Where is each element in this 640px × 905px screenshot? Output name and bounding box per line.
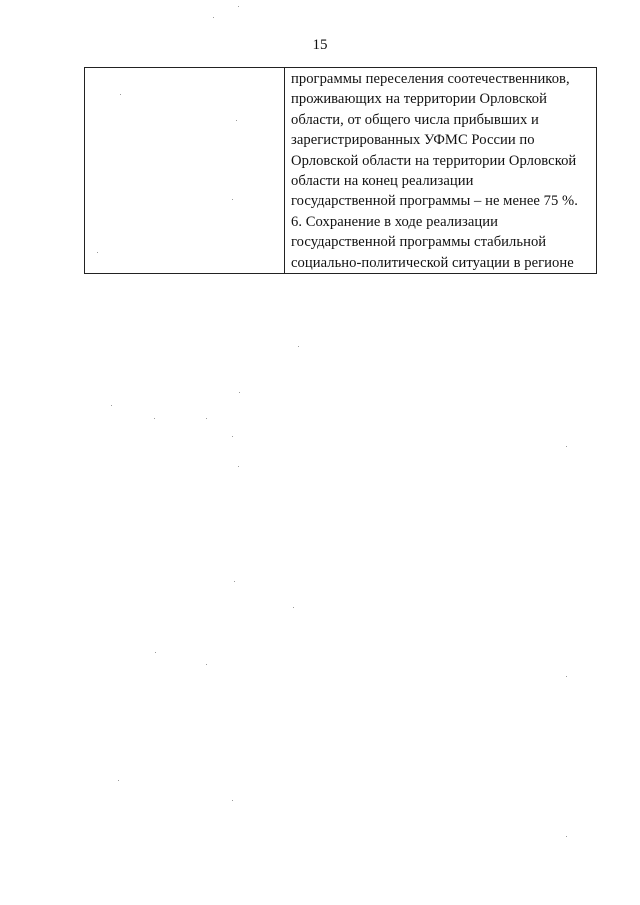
scan-speck: [236, 120, 237, 121]
table-cell-right: [285, 68, 597, 274]
table-text-line: области, от общего числа прибывших и: [291, 111, 539, 128]
scan-speck: [234, 581, 235, 582]
scan-speck: [155, 652, 156, 653]
scan-speck: [213, 17, 214, 18]
indicators-table: [84, 67, 597, 274]
table-text-line: зарегистрированных УФМС России по: [291, 132, 535, 149]
table-text-line: программы переселения соотечественников,: [291, 71, 570, 87]
scan-speck: [566, 676, 567, 677]
page-number: 15: [312, 37, 328, 53]
scan-speck: [232, 800, 233, 801]
scan-speck: [239, 392, 240, 393]
table-text-line: социально-политической ситуации в регионе: [291, 254, 574, 271]
scan-speck: [232, 199, 233, 200]
table-text-line: области на конец реализации: [291, 173, 474, 190]
scan-speck: [154, 418, 155, 419]
scan-speck: [120, 94, 121, 95]
scan-speck: [293, 607, 294, 608]
table-text-line: проживающих на территории Орловской: [291, 91, 547, 108]
table-text-line: государственной программы стабильной: [291, 234, 547, 251]
scan-speck: [566, 836, 567, 837]
scan-speck: [206, 664, 207, 665]
scan-speck: [206, 418, 207, 419]
table-row: [85, 68, 597, 274]
table-text-line: государственной программы – не менее 75 %.: [291, 193, 578, 210]
scan-speck: [298, 346, 299, 347]
scan-speck: [232, 436, 233, 437]
table-text-line: Орловской области на территории Орловской: [291, 152, 577, 169]
scan-speck: [97, 252, 98, 253]
scan-speck: [238, 6, 239, 7]
scan-speck: [111, 405, 112, 406]
table-cell-left: [85, 68, 285, 274]
scan-speck: [238, 466, 239, 467]
table-text-line: 6. Сохранение в ходе реализации: [291, 213, 498, 230]
scan-speck: [118, 780, 119, 781]
table-cell-right-text: [285, 68, 596, 273]
scan-speck: [566, 446, 567, 447]
